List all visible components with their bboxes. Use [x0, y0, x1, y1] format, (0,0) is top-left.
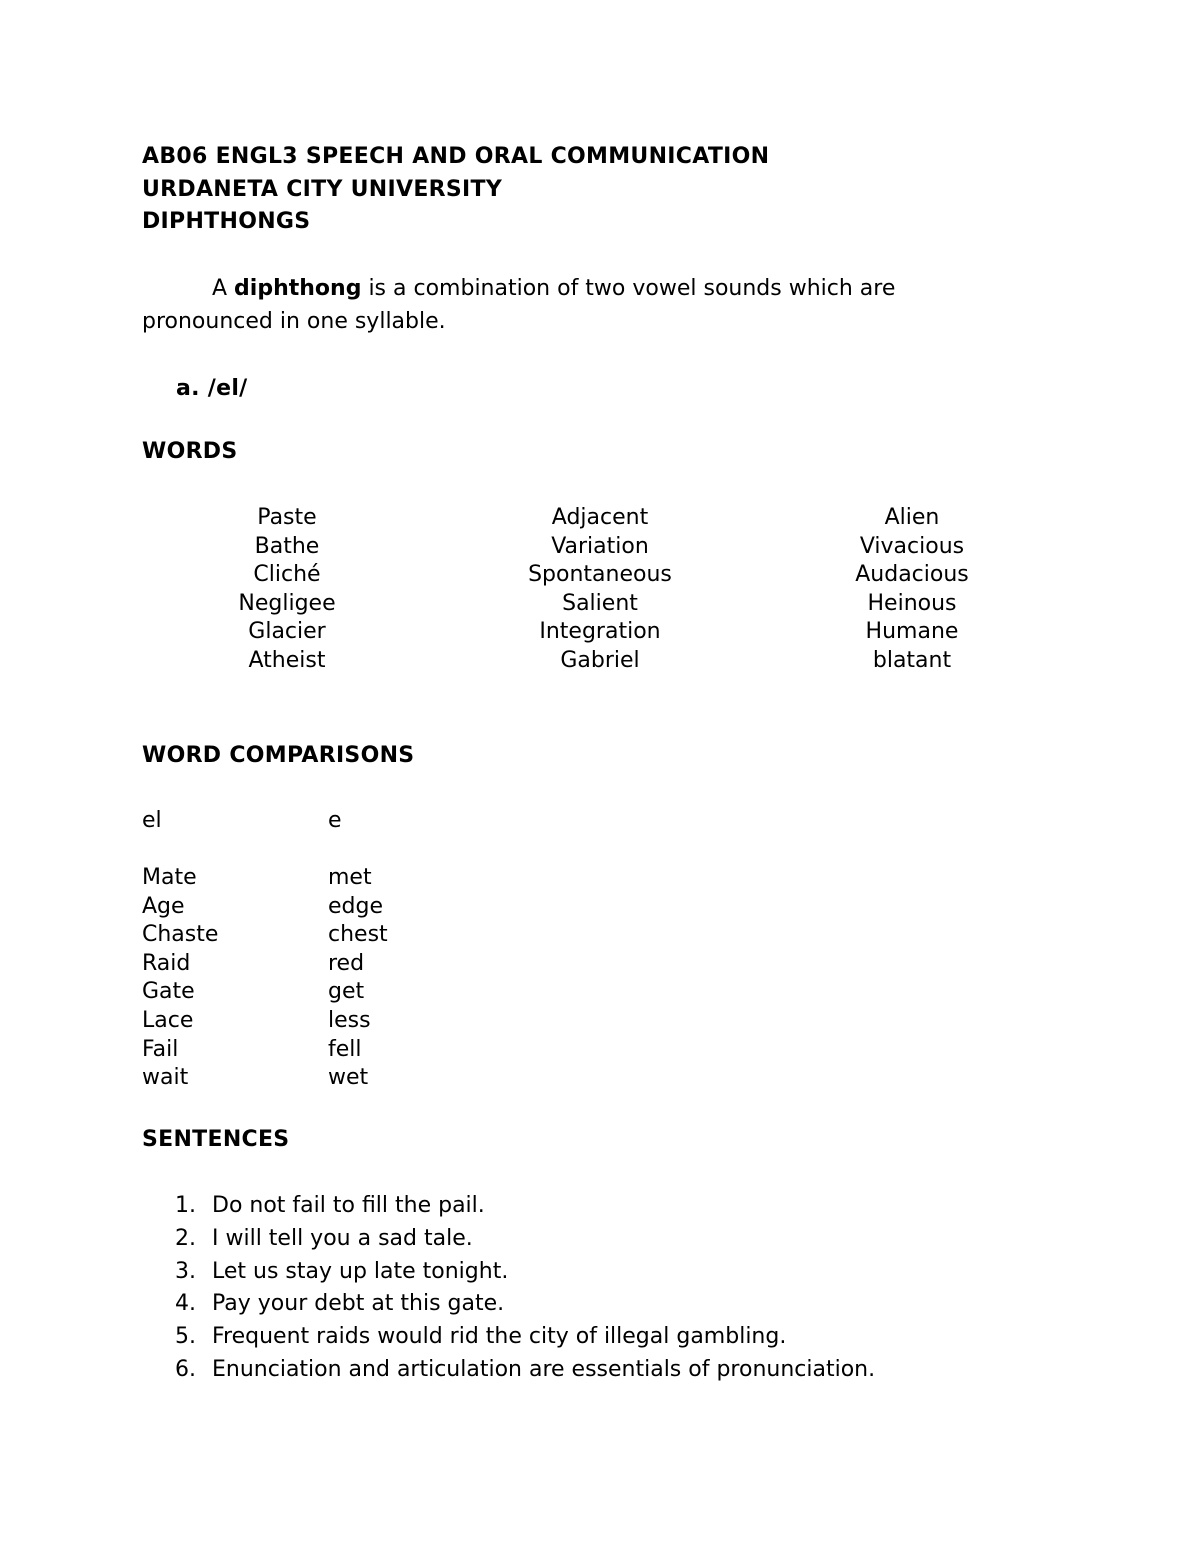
comparison-word: less — [328, 1007, 371, 1033]
comparison-word: Raid — [142, 950, 191, 976]
word-item: Negligee — [238, 590, 336, 616]
word-item: Humane — [865, 619, 959, 645]
comparison-word: red — [328, 950, 365, 976]
word-item: Alien — [884, 505, 940, 530]
word-item: Heinous — [867, 590, 957, 616]
word-item: Audacious — [855, 562, 969, 588]
university-name: URDANETA CITY UNIVERSITY — [142, 177, 503, 202]
sentence-item: 3. Let us stay up late tonight. — [175, 1258, 509, 1284]
word-item: Vivacious — [859, 533, 965, 559]
comparison-header-left: el — [142, 808, 162, 833]
word-item: Bathe — [254, 533, 320, 559]
word-item: Spontaneous — [528, 562, 672, 588]
intro-pre: A — [212, 276, 235, 301]
word-item: Atheist — [248, 647, 326, 673]
intro-line-1 — [212, 274, 895, 304]
course-title: AB06 ENGL3 SPEECH AND ORAL COMMUNICATION — [142, 144, 770, 169]
comparison-word: Lace — [142, 1007, 194, 1033]
sentence-text: I will tell you a sad tale. — [212, 1225, 473, 1251]
comparison-word: wet — [328, 1065, 369, 1091]
sentence-text: Enunciation and articulation are essentials of pronunciation. — [212, 1356, 876, 1382]
sentence-item: 2. I will tell you a sad tale. — [175, 1225, 473, 1251]
sentence-text: Frequent raids would rid the city of illegal gambling. — [212, 1324, 787, 1350]
comparison-word: Age — [142, 893, 185, 919]
intro-term: diphthong — [234, 276, 362, 301]
word-item: blatant — [872, 647, 952, 673]
section-a-label: a. /el/ — [176, 376, 248, 401]
sentence-item: 6. Enunciation and articulation are essentials of pronunciation. — [175, 1356, 876, 1382]
comparison-word: Gate — [142, 979, 195, 1005]
comparison-word: chest — [328, 922, 388, 948]
intro-post: is a combination of two vowel sounds which are — [361, 276, 896, 301]
sentence-text: Pay your debt at this gate. — [212, 1291, 505, 1317]
comparison-word: wait — [142, 1065, 189, 1091]
sentence-item: 4. Pay your debt at this gate. — [175, 1291, 505, 1317]
words-column-3 — [812, 504, 1012, 676]
topic-title: DIPHTHONGS — [142, 209, 311, 234]
intro-line-2: pronounced in one syllable. — [142, 309, 446, 334]
sentence-text: Let us stay up late tonight. — [212, 1258, 509, 1284]
sentence-item: 1. Do not fail to fill the pail. — [175, 1193, 485, 1218]
words-column-1 — [187, 504, 387, 676]
word-item: Integration — [539, 619, 661, 645]
word-item: Cliché — [253, 562, 321, 588]
comparison-word: fell — [328, 1036, 362, 1062]
comparison-word: met — [328, 865, 372, 890]
word-item: Paste — [257, 505, 317, 530]
sentences-heading: SENTENCES — [142, 1127, 290, 1152]
comparison-word: Mate — [142, 865, 197, 890]
comparison-left-column — [142, 864, 218, 1093]
words-heading: WORDS — [142, 439, 238, 464]
sentences-list — [175, 1190, 875, 1387]
comparison-right-column — [328, 864, 388, 1093]
comparison-word: Fail — [142, 1036, 179, 1062]
word-item: Variation — [551, 533, 649, 559]
word-item: Salient — [562, 590, 638, 616]
sentence-item: 5. Frequent raids would rid the city of illegal gambling. — [175, 1324, 787, 1350]
comparison-word: edge — [328, 893, 383, 919]
word-item: Adjacent — [551, 505, 649, 530]
words-column-2 — [490, 504, 710, 676]
sentence-text: Do not fail to fill the pail. — [212, 1193, 485, 1218]
comparison-header-right: e — [328, 808, 342, 833]
word-item: Glacier — [248, 619, 326, 645]
comparisons-heading: WORD COMPARISONS — [142, 743, 415, 768]
word-item: Gabriel — [560, 647, 640, 673]
comparison-word: get — [328, 979, 365, 1005]
comparison-word: Chaste — [142, 922, 219, 948]
